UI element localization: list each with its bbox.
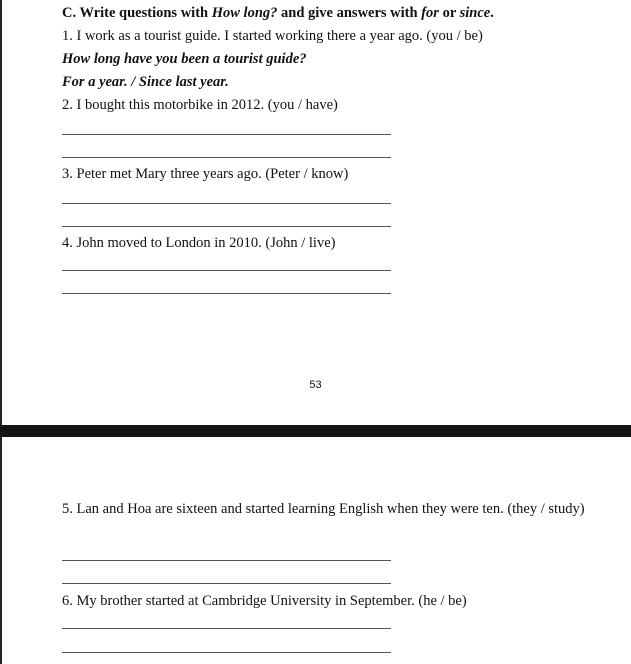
- answer-line-3a[interactable]: [62, 203, 391, 204]
- answer-line-6b[interactable]: [62, 652, 391, 653]
- example-prompt: 1. I work as a tourist guide. I started working there a year ago. (you / be): [62, 28, 483, 44]
- answer-line-5a[interactable]: [62, 560, 391, 561]
- question-3: 3. Peter met Mary three years ago. (Peter / know): [62, 166, 349, 182]
- question-5: 5. Lan and Hoa are sixteen and started learning English when they were ten. (they / study): [62, 501, 585, 517]
- example-answer: For a year. / Since last year.: [62, 74, 229, 90]
- section-heading: C. Write questions with How long? and give answers with for or since.: [62, 5, 494, 21]
- question-4: 4. John moved to London in 2010. (John / live): [62, 235, 336, 251]
- answer-line-3b[interactable]: [62, 226, 391, 227]
- question-6: 6. My brother started at Cambridge University in September. (he / be): [62, 593, 467, 609]
- example-question: How long have you been a tourist guide?: [62, 51, 307, 67]
- answer-line-2b[interactable]: [62, 157, 391, 158]
- page-number: 53: [309, 379, 322, 391]
- answer-line-6a[interactable]: [62, 628, 391, 629]
- answer-line-4b[interactable]: [62, 293, 391, 294]
- answer-line-2a[interactable]: [62, 134, 391, 135]
- page-divider: [0, 425, 631, 437]
- worksheet-page-bottom: [0, 437, 631, 664]
- question-2: 2. I bought this motorbike in 2012. (you / have): [62, 97, 338, 113]
- answer-line-4a[interactable]: [62, 270, 391, 271]
- answer-line-5b[interactable]: [62, 583, 391, 584]
